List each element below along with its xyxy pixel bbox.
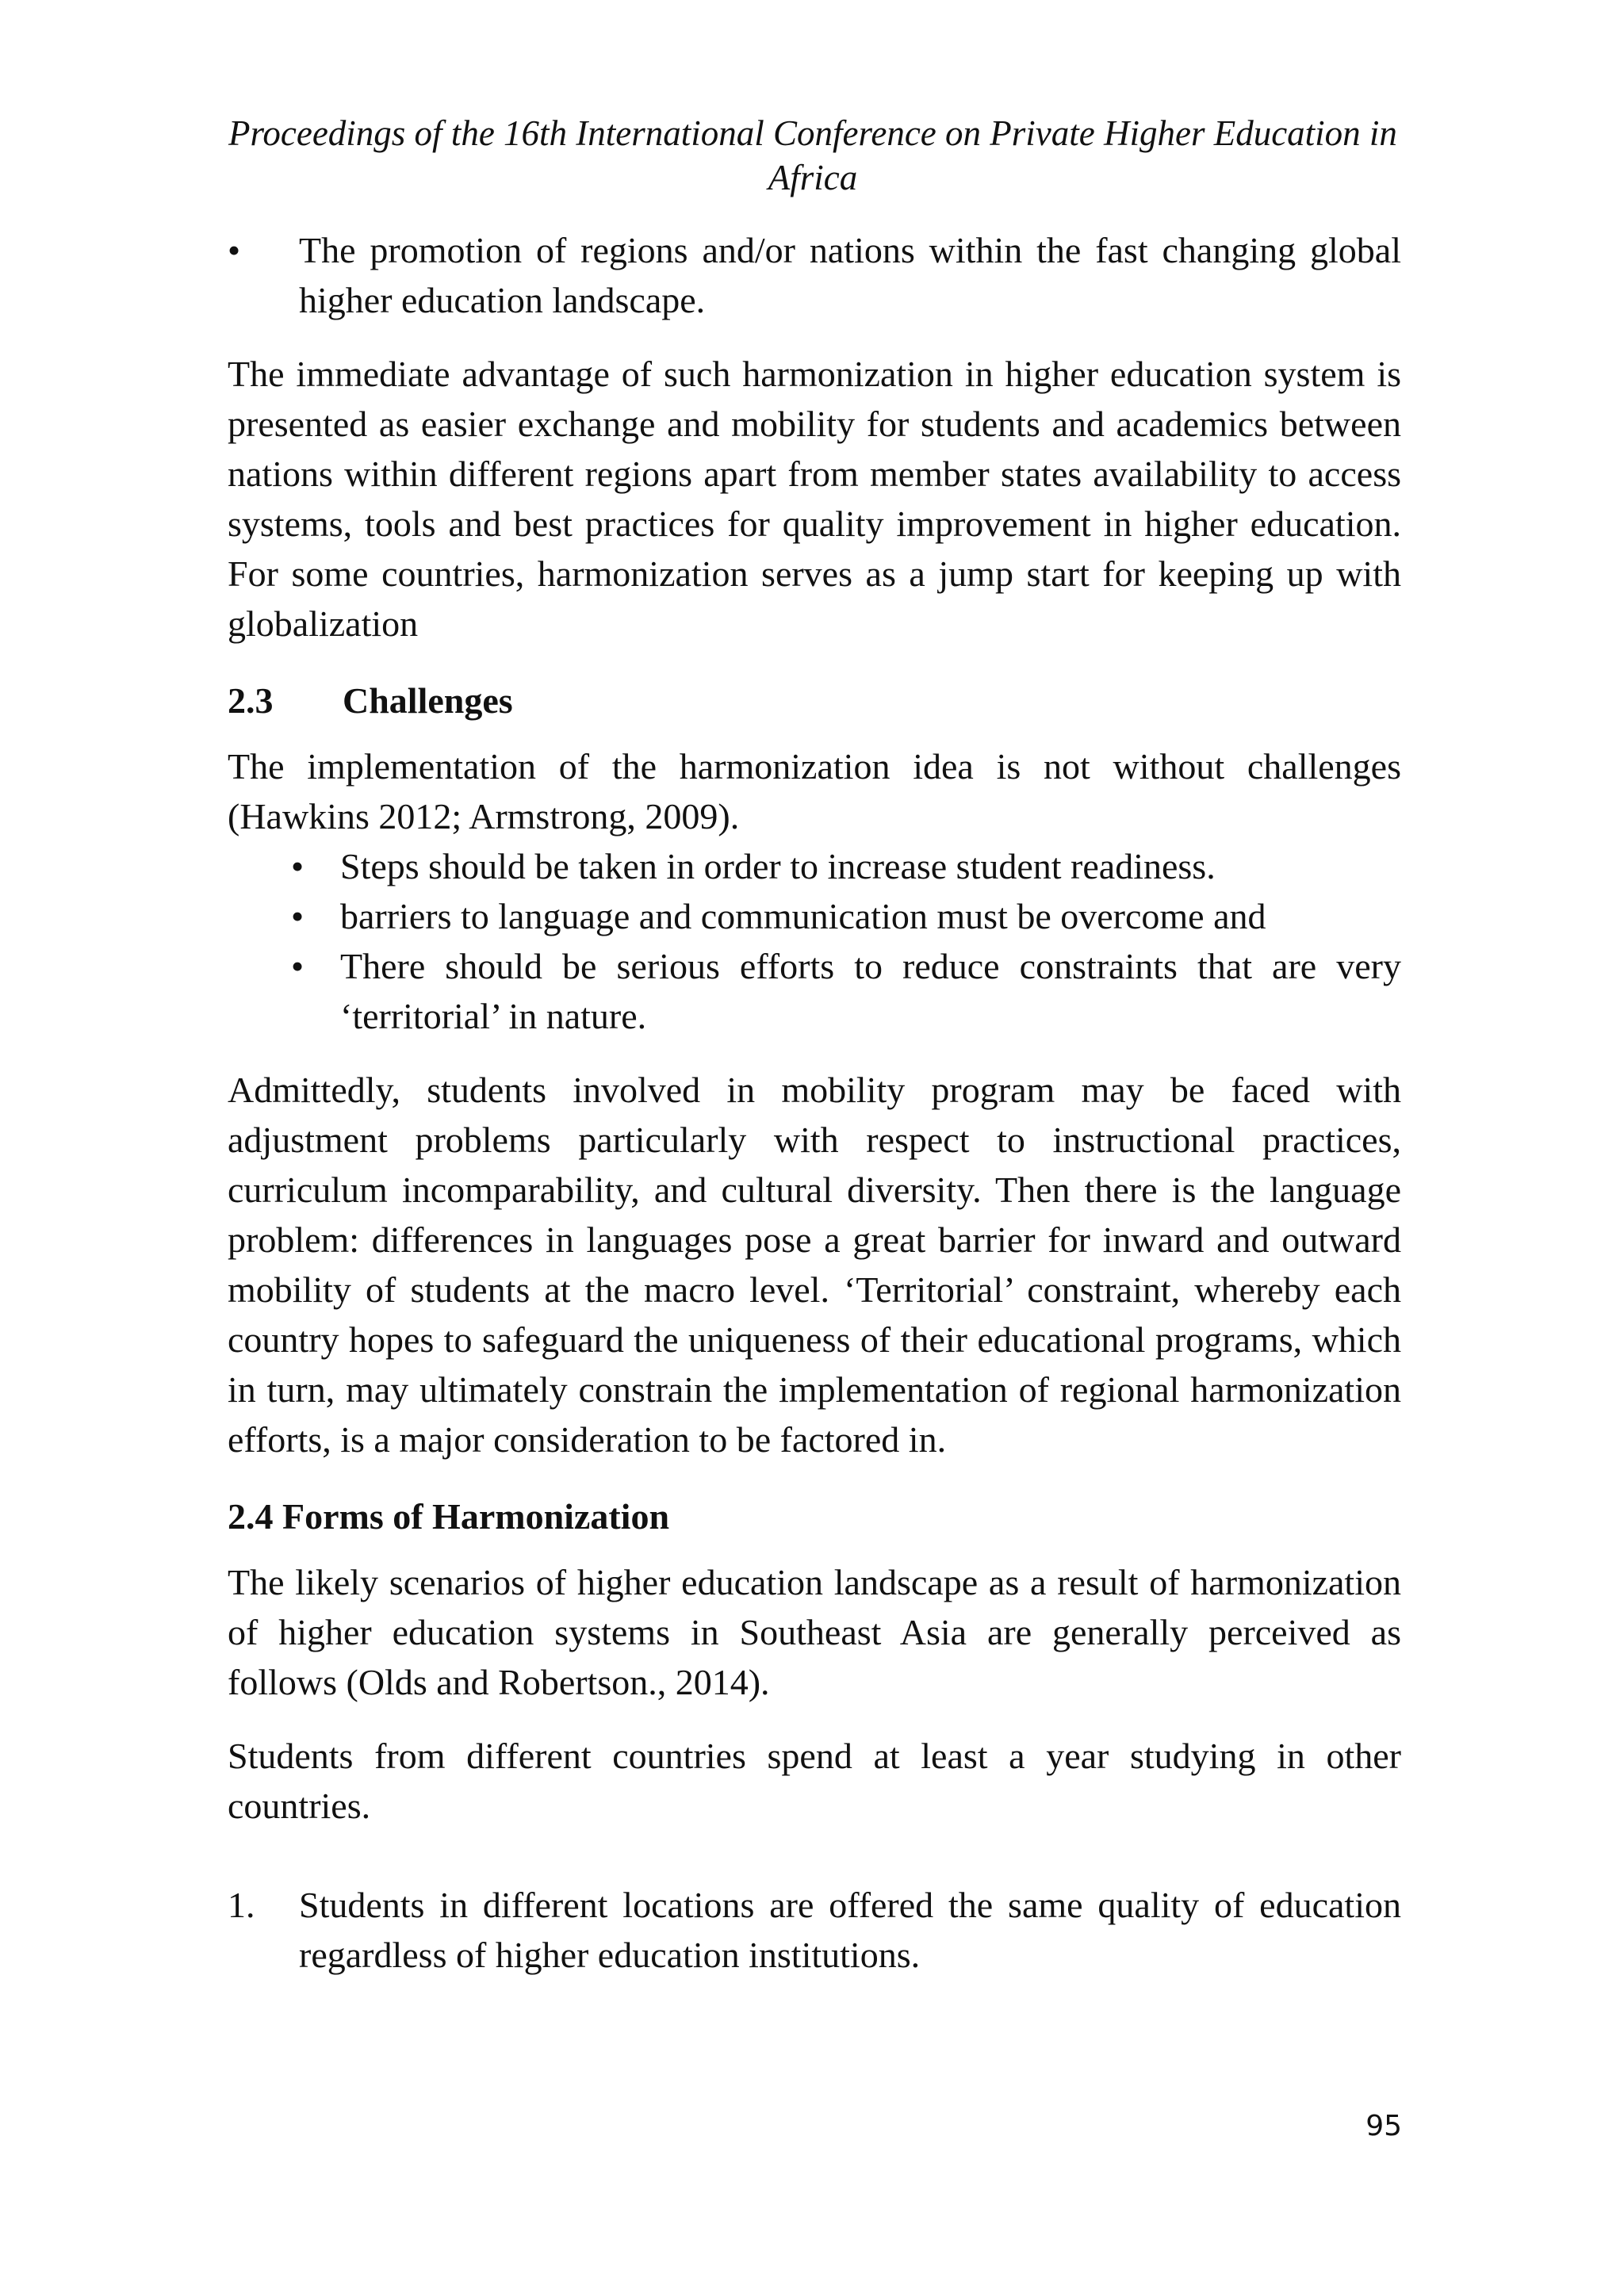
paragraph-challenges-intro: The implementation of the harmonization idea is not without challenges (Hawkins 2012; Armstrong, 2009). xyxy=(228,746,1401,836)
bullet-icon: • xyxy=(228,230,241,270)
paragraph-challenges-body: Admittedly, students involved in mobility program may be faced with adjustment problems particularly with respect to instructional practices, curriculum incomparability, and cultural diversity. Then there is the language problem: differences in languages pose a great barrier for inward and outward mobility of students at the macro level. ‘Territorial’ constraint, whereby each country hopes to safeguard the uniqueness of their educational programs, which in turn, may ultimately constrain the implementation of regional harmonization efforts, is a major consideration to be factored in. xyxy=(228,1070,1401,1460)
page-number: 95 xyxy=(1365,2110,1402,2142)
section-title: Challenges xyxy=(343,680,513,721)
paragraph-forms-intro: The likely scenarios of higher education landscape as a result of harmonization of higher education systems in Southeast Asia are generally perceived as follows (Olds and Robertson., 2014). xyxy=(228,1562,1401,1702)
paragraph-advantage: The immediate advantage of such harmonization in higher education system is presented as easier exchange and mobility for students and academics between nations within different regions apart from member states availability to access systems, tools and best practices for quality improvement in higher education. For some countries, harmonization serves as a jump start for keeping up with globalization xyxy=(228,354,1401,644)
list-marker: 1. xyxy=(228,1885,255,1925)
intro-bullet xyxy=(228,225,1401,325)
running-header xyxy=(222,111,1404,200)
list-item: • barriers to language and communication must be overcome and xyxy=(340,891,1401,941)
list-item xyxy=(228,1880,1401,1980)
list-item-text: Students in different locations are offered the same quality of education regardless of higher education institutions. xyxy=(299,1885,1401,1975)
header-line-2: Africa xyxy=(768,158,858,197)
paragraph-forms-students: Students from different countries spend at least a year studying in other countries. xyxy=(228,1736,1401,1826)
forms-numbered-list xyxy=(228,1880,1401,1980)
section-heading-forms: 2.4 Forms of Harmonization xyxy=(228,1496,670,1537)
challenges-list xyxy=(228,841,1401,1041)
list-item: • Steps should be taken in order to increase student readiness. xyxy=(340,841,1401,891)
page-body xyxy=(228,225,1401,1980)
section-heading-challenges xyxy=(228,676,1401,725)
list-item: • There should be serious efforts to reduce constraints that are very ‘territorial’ in nature. xyxy=(340,941,1401,1041)
section-number: 2.3 xyxy=(228,680,274,721)
header-line-1: Proceedings of the 16th International Conference on Private Higher Education in xyxy=(228,113,1397,153)
intro-bullet-text: The promotion of regions and/or nations within the fast changing global higher education landscape. xyxy=(299,230,1401,320)
